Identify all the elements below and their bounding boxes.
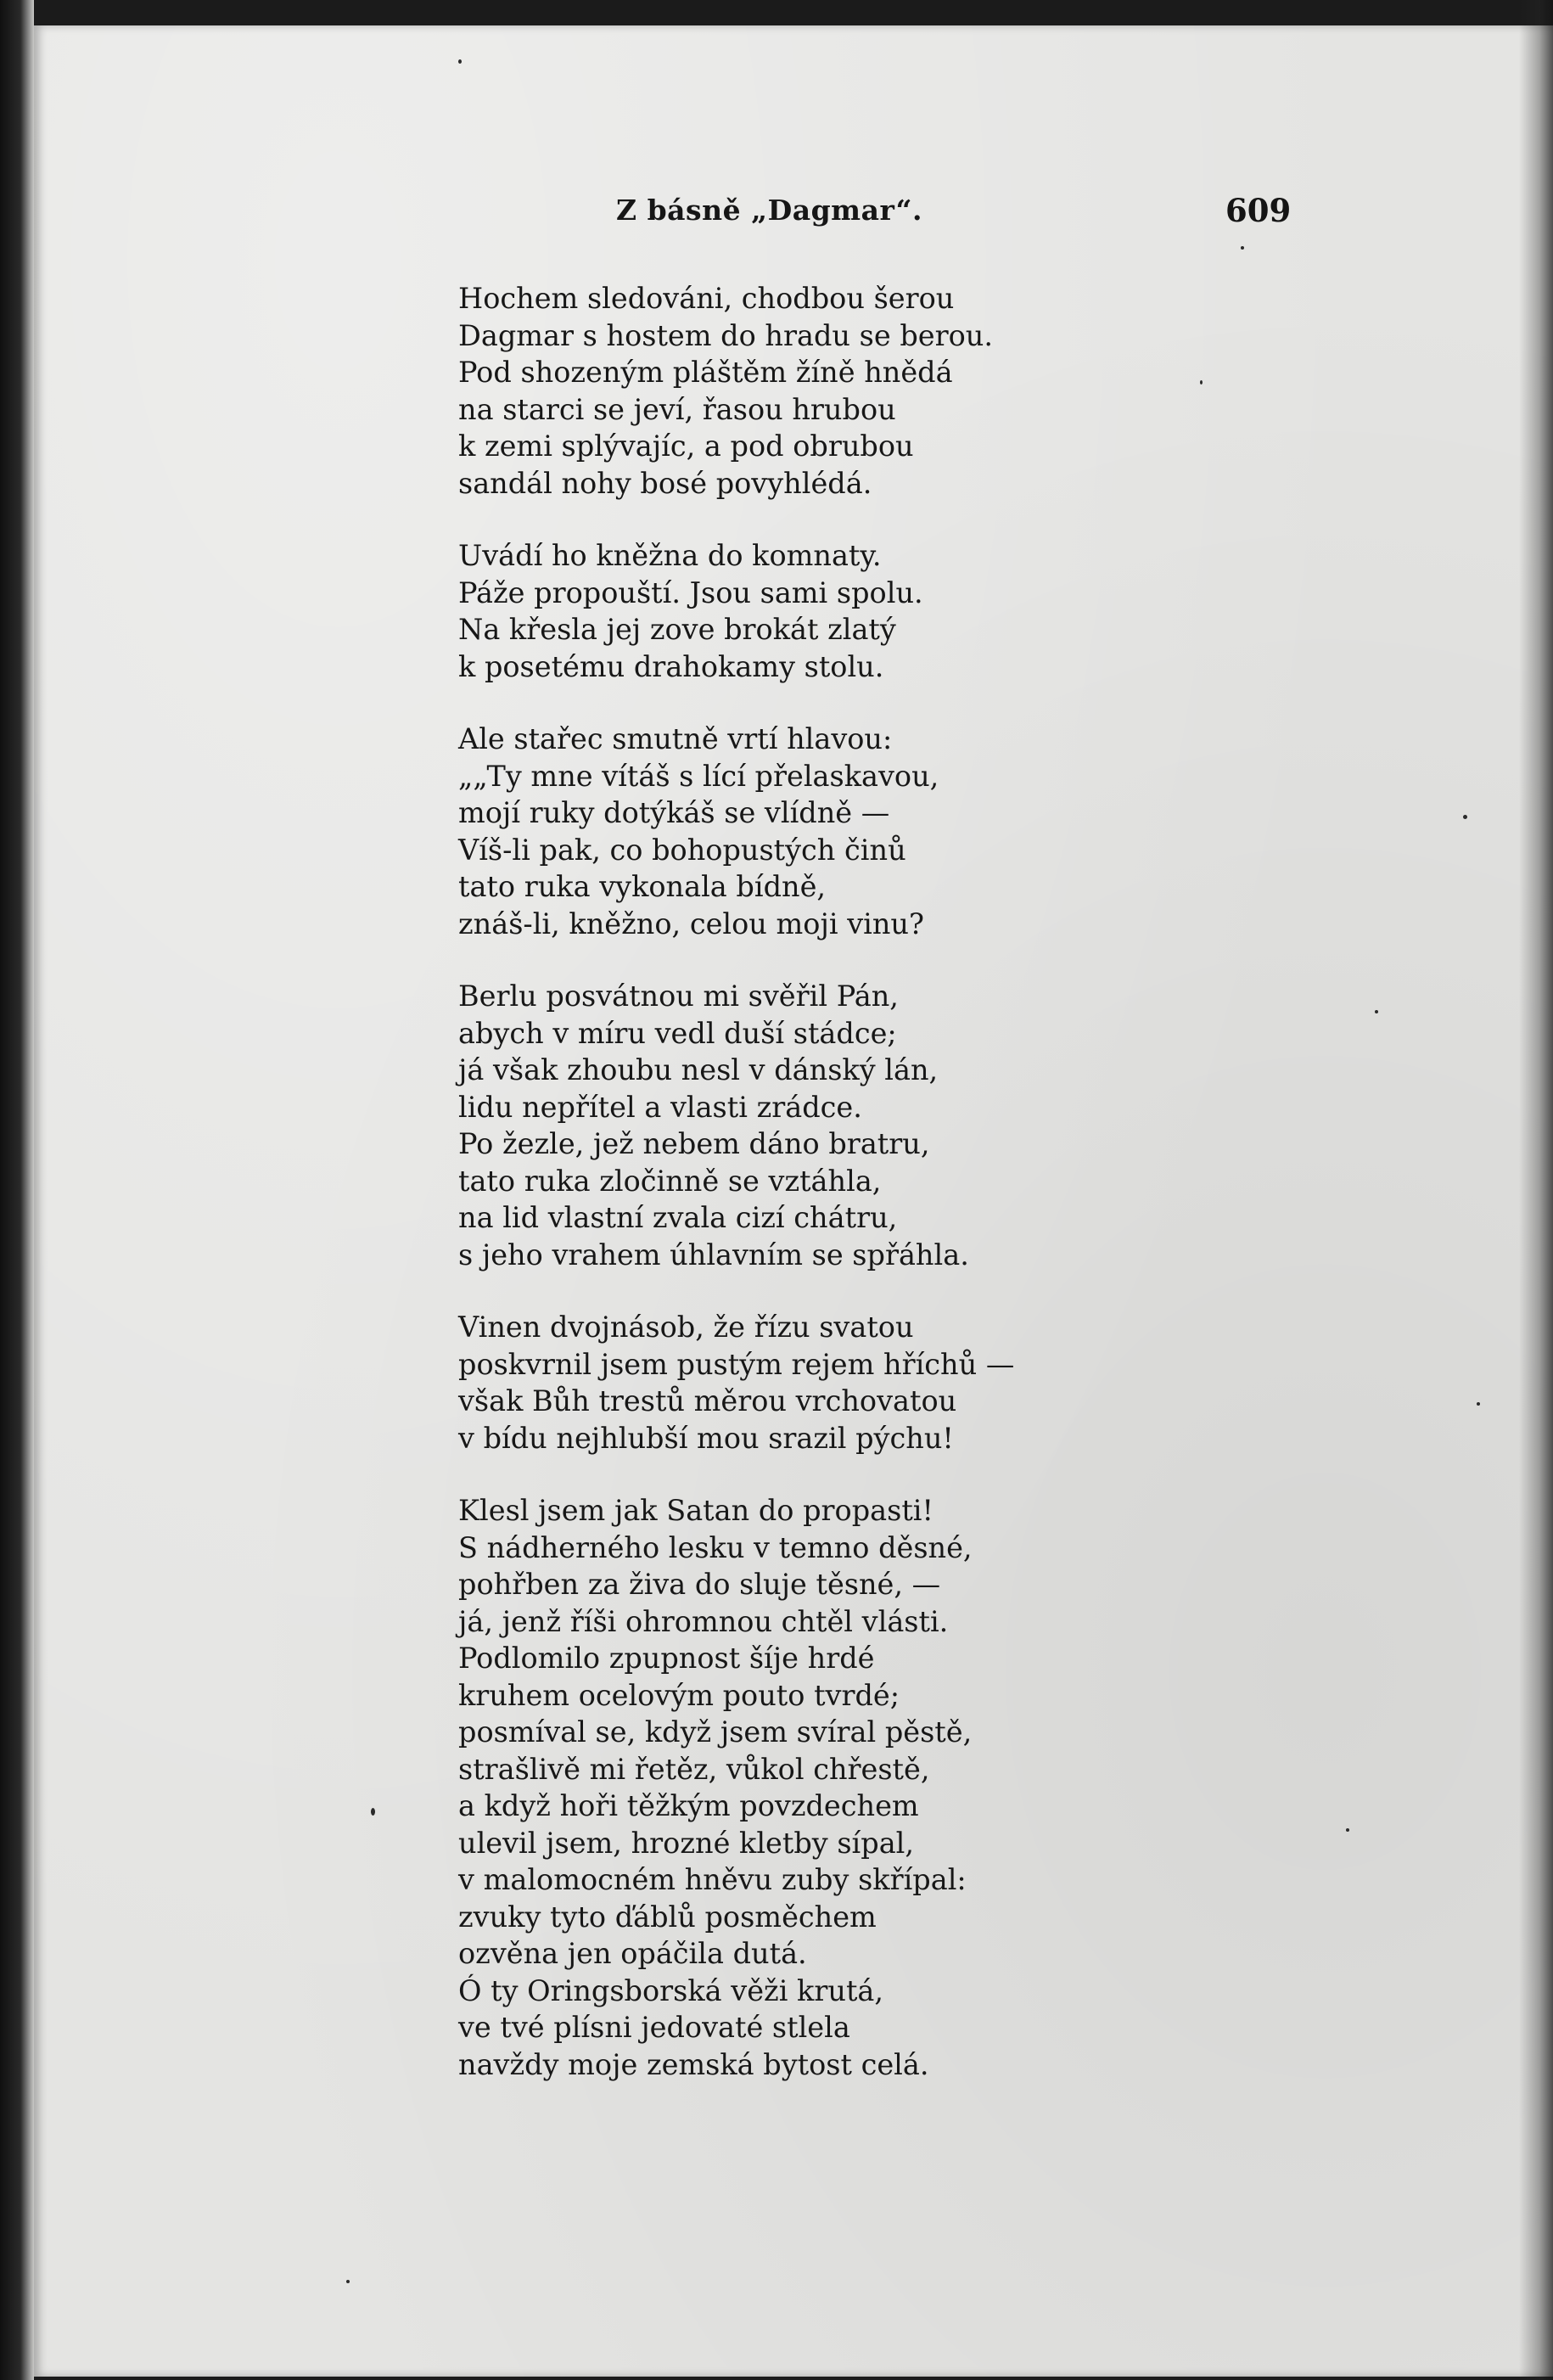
- verse-line: na lid vlastní zvala cizí chátru,: [458, 1201, 898, 1234]
- stanza: [458, 978, 1426, 1273]
- verse-line: sandál nohy bosé povyhlédá.: [458, 466, 872, 500]
- verse-line: abych v míru vedl duší stádce;: [458, 1016, 897, 1050]
- stanza: [458, 537, 1426, 685]
- verse-line: Berlu posvátnou mi svěřil Pán,: [458, 980, 899, 1013]
- stanza: [458, 721, 1426, 942]
- verse-line: na starci se jeví, řasou hrubou: [458, 392, 896, 426]
- verse-line: kruhem ocelovým pouto tvrdé;: [458, 1678, 900, 1712]
- right-page-edge: [1519, 0, 1553, 2380]
- paper-speck: [1477, 1402, 1480, 1406]
- verse-line: Podlomilo zpupnost šíje hrdé: [458, 1642, 875, 1675]
- stanza: [458, 1492, 1426, 2083]
- verse-line: strašlivě mi řetěz, vůkol chřestě,: [458, 1752, 930, 1786]
- verse-line: „„Ty mne vítáš s lící přelaskavou,: [458, 759, 939, 793]
- verse-line: k zemi splývajíc, a pod obrubou: [458, 429, 914, 463]
- verse-line: Po žezle, jež nebem dáno bratru,: [458, 1127, 930, 1160]
- verse-line: poskvrnil jsem pustým rejem hříchů —: [458, 1347, 1015, 1381]
- paper-speck: [1375, 1010, 1378, 1013]
- verse-line: lidu nepřítel a vlasti zrádce.: [458, 1090, 862, 1124]
- paper-speck: [1241, 246, 1244, 250]
- verse-line: tato ruka vykonala bídně,: [458, 870, 827, 903]
- verse-line: Vinen dvojnásob, že řízu svatou: [458, 1311, 914, 1344]
- stanza: [458, 1309, 1426, 1457]
- verse-line: a když hoři těžkým povzdechem: [458, 1789, 919, 1822]
- verse-line: ve tvé plísni jedovaté stlela: [458, 2011, 850, 2044]
- paper-speck: [1346, 1828, 1349, 1832]
- page-header: [0, 194, 1553, 244]
- verse-line: Na křesla jej zove brokát zlatý: [458, 613, 896, 646]
- verse-line: Klesl jsem jak Satan do propasti!: [458, 1494, 933, 1527]
- verse-line: já však zhoubu nesl v dánský lán,: [458, 1053, 939, 1086]
- verse-line: s jeho vrahem úhlavním se spřáhla.: [458, 1238, 969, 1271]
- binding-shadow: [0, 0, 34, 2380]
- paper-speck: [346, 2280, 350, 2283]
- page-number: 609: [1225, 192, 1292, 229]
- verse-line: Víš-li pak, co bohopustých činů: [458, 833, 906, 867]
- verse-line: tato ruka zločinně se vztáhla,: [458, 1164, 882, 1198]
- verse-line: posmíval se, když jsem svíral pěstě,: [458, 1715, 973, 1749]
- verse-line: zvuky tyto ďáblů posměchem: [458, 1900, 877, 1934]
- running-title: Z básně „Dagmar“.: [616, 194, 923, 227]
- paper-speck: [458, 59, 462, 64]
- verse-line: S nádherného lesku v temno děsné,: [458, 1530, 973, 1564]
- verse-line: Pod shozeným pláštěm žíně hnědá: [458, 356, 953, 389]
- stanza: [458, 280, 1426, 502]
- verse-line: Dagmar s hostem do hradu se berou.: [458, 318, 993, 352]
- paper-speck: [371, 1808, 375, 1816]
- verse-line: pohřben za živa do sluje těsné, —: [458, 1568, 941, 1601]
- verse-line: Hochem sledováni, chodbou šerou: [458, 282, 955, 315]
- verse-line: však Bůh trestů měrou vrchovatou: [458, 1384, 957, 1417]
- verse-line: k posetému drahokamy stolu.: [458, 649, 884, 683]
- poem-text: [458, 280, 1426, 2119]
- verse-line: navždy moje zemská bytost celá.: [458, 2047, 929, 2081]
- verse-line: Uvádí ho kněžna do komnaty.: [458, 539, 882, 572]
- verse-line: já, jenž říši ohromnou chtěl vlásti.: [458, 1604, 949, 1638]
- verse-line: Ó ty Oringsborská věži krutá,: [458, 1973, 884, 2007]
- paper-speck: [1200, 380, 1203, 385]
- verse-line: v bídu nejhlubší mou srazil pýchu!: [458, 1421, 954, 1455]
- verse-line: ulevil jsem, hrozné kletby sípal,: [458, 1826, 915, 1860]
- paper-speck: [1463, 815, 1467, 819]
- verse-line: ozvěna jen opáčila dutá.: [458, 1937, 807, 1970]
- verse-line: znáš-li, kněžno, celou moji vinu?: [458, 907, 924, 940]
- verse-line: mojí ruky dotýkáš se vlídně —: [458, 796, 890, 829]
- verse-line: Páže propouští. Jsou sami spolu.: [458, 575, 923, 609]
- verse-line: Ale stařec smutně vrtí hlavou:: [458, 722, 893, 755]
- verse-line: v malomocném hněvu zuby skřípal:: [458, 1863, 967, 1896]
